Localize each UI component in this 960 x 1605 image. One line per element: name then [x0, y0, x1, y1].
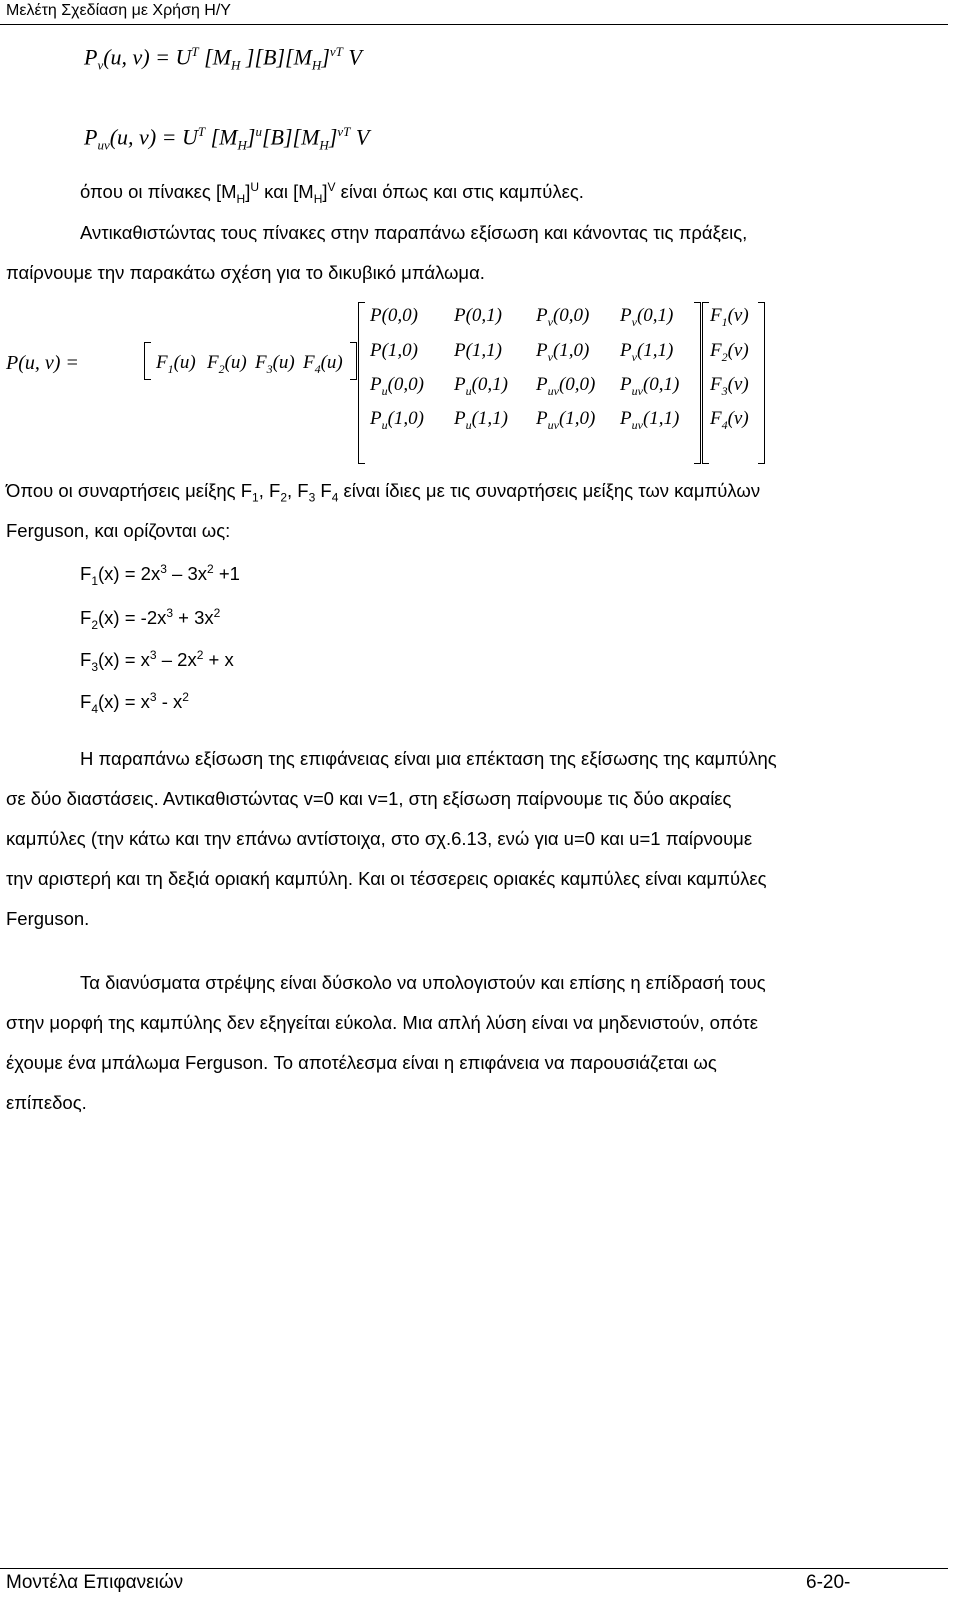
- matrix-cell: $P_{uv}(1,1)$: [620, 408, 680, 432]
- row-vector-entry: $F_1(u)$: [156, 352, 196, 376]
- header-divider: [0, 24, 948, 25]
- text-bicubic-intro: παίρνουμε την παρακάτω σχέση για το δικυβικό μπάλωμα.: [6, 262, 485, 283]
- paragraph-line: Ferguson.: [6, 908, 90, 929]
- matrix-cell: P(0,0): [370, 305, 419, 326]
- matrix-cell: $P_v(0,0)$: [536, 305, 590, 329]
- matrix-cell: P(0,1): [454, 305, 503, 326]
- equation-puv: $P_{uv}(u$, $v) = U^T$ $[M_H]^u[B][M_H]^{vT}$ V: [84, 124, 370, 153]
- formula-f1: $F_1(x) = 2x^3 - 3x^2 +1$: [80, 562, 240, 588]
- row-vector-right-bracket: [350, 342, 357, 380]
- matrix-cell: $P_u(0,1)$: [454, 374, 509, 398]
- matrix-cell: $P_u(0,0)$: [370, 374, 425, 398]
- formula-f2: $F_2(x) = -2x^3 + 3x^2$: [80, 606, 221, 632]
- matrix-cell: P(1,0): [370, 340, 419, 361]
- matrix-cell: $P_{uv}(0,0)$: [536, 374, 596, 398]
- row-vector-entry: $F_3(u)$: [255, 352, 295, 376]
- matrix-cell: $P_u(1,1)$: [454, 408, 509, 432]
- row-vector-entry: $F_2(u)$: [207, 352, 247, 376]
- paragraph-line: στην μορφή της καμπύλης δεν εξηγείται εύκολα. Μια απλή λύση είναι να μηδενιστούν, οπότε: [6, 1012, 758, 1033]
- paragraph-line: σε δύο διαστάσεις. Αντικαθιστώντας v=0 και v=1, στη εξίσωση παίρνουμε τις δύο ακραίες: [6, 788, 732, 809]
- text-blending-intro: Όπου οι συναρτήσεις μείξης $F_1$, $F_2$, $F_3$ $F_4$ είναι ίδιες με τις συναρτήσεις μείξης των καμπύλων: [6, 480, 761, 505]
- text-ferguson-defined: Ferguson, και ορίζονται ως:: [6, 520, 231, 541]
- matrix-lhs: P(u, v) =: [6, 352, 79, 374]
- matrix-cell: P(1,1): [454, 340, 503, 361]
- matrix-cell: $P_{uv}(1,0)$: [536, 408, 596, 432]
- matrix-cell: $P_v(0,1)$: [620, 305, 674, 329]
- row-vector-entry: $F_4(u)$: [303, 352, 343, 376]
- paragraph-line: Τα διανύσματα στρέψης είναι δύσκολο να υπολογιστούν και επίσης η επίδρασή τους: [80, 972, 766, 993]
- text-matrices-note: όπου οι πίνακες $[M_H]^U$ και $[M_H]^V$ είναι όπως και στις καμπύλες.: [80, 180, 584, 206]
- paragraph-line: καμπύλες (την κάτω και την επάνω αντίστοιχα, στο σχ.6.13, ενώ για u=0 και u=1 παίρνουμε: [6, 828, 753, 849]
- formula-f3: $F_3(x) = x^3 - 2x^2 + x$: [80, 648, 234, 674]
- col-vector-right-bracket: [758, 302, 765, 464]
- col-vector-entry: $F_2(v)$: [710, 340, 749, 364]
- matrix-right-bracket: [694, 302, 701, 464]
- matrix-cell: $P_{uv}(0,1)$: [620, 374, 680, 398]
- formula-f4: $F_4(x) = x^3 - x^2$: [80, 690, 189, 716]
- paragraph-line: έχουμε ένα μπάλωμα Ferguson. Το αποτέλεσμα είναι η επιφάνεια να παρουσιάζεται ως: [6, 1052, 717, 1073]
- matrix-cell: $P_u(1,0)$: [370, 408, 425, 432]
- matrix-left-bracket: [358, 302, 365, 464]
- footer-page-number: 6-20-: [806, 1572, 851, 1593]
- col-vector-entry: $F_4(v)$: [710, 408, 749, 432]
- paragraph-line: επίπεδος.: [6, 1092, 87, 1113]
- text-substitution: Αντικαθιστώντας τους πίνακες στην παραπάνω εξίσωση και κάνοντας τις πράξεις,: [80, 222, 748, 243]
- equation-pv: $P_v(u$, $v) = U^T$ [$M_H$ ]$[B][M_H]^{vT}$ V: [84, 44, 362, 73]
- footer-divider: [0, 1568, 948, 1569]
- footer-chapter-title: Μοντέλα Επιφανειών: [6, 1572, 184, 1593]
- col-vector-entry: $F_1(v)$: [710, 305, 749, 329]
- paragraph-line: Η παραπάνω εξίσωση της επιφάνειας είναι μια επέκταση της εξίσωσης της καμπύλης: [80, 748, 777, 769]
- matrix-cell: $P_v(1,0)$: [536, 340, 590, 364]
- col-vector-left-bracket: [702, 302, 709, 464]
- paragraph-line: την αριστερή και τη δεξιά οριακή καμπύλη. Και οι τέσσερεις οριακές καμπύλες είναι καμπύλες: [6, 868, 767, 889]
- col-vector-entry: $F_3(v)$: [710, 374, 749, 398]
- header-title: Μελέτη Σχεδίαση με Χρήση Η/Υ: [6, 2, 231, 19]
- matrix-cell: $P_v(1,1)$: [620, 340, 674, 364]
- row-vector-left-bracket: [144, 342, 151, 380]
